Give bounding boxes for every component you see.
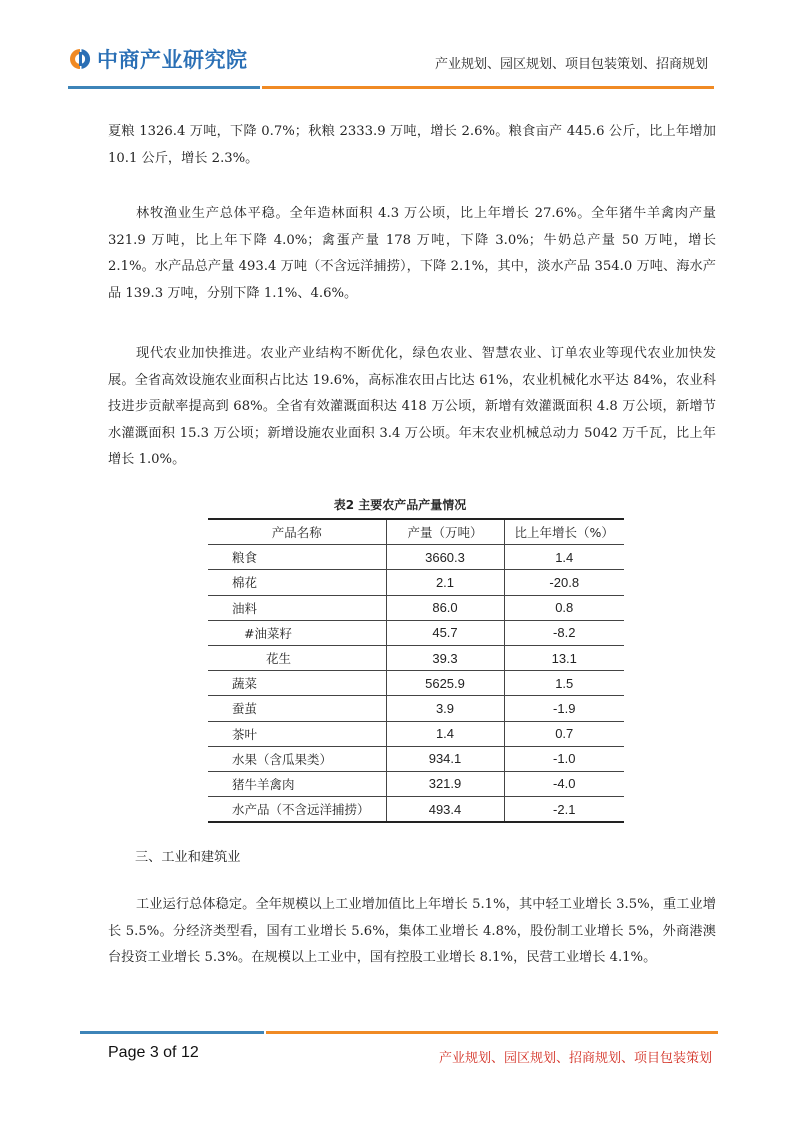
cell-output: 5625.9 bbox=[386, 671, 504, 696]
cell-output: 39.3 bbox=[386, 645, 504, 670]
cell-name: 油料 bbox=[208, 595, 386, 620]
cell-output: 45.7 bbox=[386, 620, 504, 645]
agri-output-table bbox=[208, 518, 624, 823]
logo-icon bbox=[68, 47, 92, 71]
cell-growth: 0.7 bbox=[504, 721, 624, 746]
table-row bbox=[208, 797, 624, 823]
footer-rule-orange bbox=[266, 1031, 718, 1034]
cell-output: 86.0 bbox=[386, 595, 504, 620]
table-row bbox=[208, 721, 624, 746]
cell-output: 934.1 bbox=[386, 746, 504, 771]
cell-growth: -4.0 bbox=[504, 771, 624, 796]
table-row bbox=[208, 545, 624, 570]
table-row bbox=[208, 645, 624, 670]
table-title: 表2 主要农产品产量情况 bbox=[333, 498, 467, 512]
cell-output: 321.9 bbox=[386, 771, 504, 796]
paragraph-modern-agriculture: 现代农业加快推进。农业产业结构不断优化，绿色农业、智慧农业、订单农业等现代农业加快发展。全省高效设施农业面积占比达 19.6%，高标准农田占比达 61%，农业机械化水平达 84%，农业科技进步贡献率提高到 68%。全省有效灌溉面积达 418 万公顷，新增有效灌溉面积 4.8 万公顷，新增节水灌溉面积 15.3 万公顷；新增设施农业面积 3.4 万公顷。年末农业机械总动力 5042 万千瓦，比上年增长 1.0%。 bbox=[108, 346, 716, 467]
page-number: Page 3 of 12 bbox=[108, 1044, 199, 1061]
header-growth: 比上年增长（%） bbox=[504, 519, 624, 545]
cell-name: 花生 bbox=[208, 645, 386, 670]
table-row bbox=[208, 696, 624, 721]
paragraph-grain-output: 夏粮 1326.4 万吨，下降 0.7%；秋粮 2333.9 万吨，增长 2.6%。粮食亩产 445.6 公斤，比上年增加 10.1 公斤，增长 2.3%。 bbox=[108, 124, 716, 166]
header-rule-orange bbox=[262, 86, 714, 89]
cell-name: 猪牛羊禽肉 bbox=[208, 771, 386, 796]
cell-output: 493.4 bbox=[386, 797, 504, 823]
cell-name: 蔬菜 bbox=[208, 671, 386, 696]
table-row bbox=[208, 595, 624, 620]
table-row bbox=[208, 620, 624, 645]
table-row bbox=[208, 671, 624, 696]
header-product-name: 产品名称 bbox=[208, 519, 386, 545]
cell-output: 3660.3 bbox=[386, 545, 504, 570]
header-output: 产量（万吨） bbox=[386, 519, 504, 545]
cell-name: 粮食 bbox=[208, 545, 386, 570]
cell-growth: -1.0 bbox=[504, 746, 624, 771]
cell-name: 蚕茧 bbox=[208, 696, 386, 721]
cell-name: 茶叶 bbox=[208, 721, 386, 746]
cell-growth: 1.5 bbox=[504, 671, 624, 696]
cell-name: 水果（含瓜果类） bbox=[208, 746, 386, 771]
footer-tagline: 产业规划、园区规划、招商规划、项目包装策划 bbox=[438, 1051, 712, 1066]
company-logo bbox=[68, 44, 248, 74]
table-row bbox=[208, 746, 624, 771]
section-heading: 三、工业和建筑业 bbox=[135, 850, 241, 865]
table-header-row bbox=[208, 519, 624, 545]
cell-growth: 1.4 bbox=[504, 545, 624, 570]
cell-output: 3.9 bbox=[386, 696, 504, 721]
paragraph-industry: 工业运行总体稳定。全年规模以上工业增加值比上年增长 5.1%，其中轻工业增长 3.5%，重工业增长 5.5%。分经济类型看，国有工业增长 5.6%，集体工业增长 4.8%，股份制工业增长 5%，外商港澳台投资工业增长 5.3%。在规模以上工业中，国有控股工业增长 8.1%，民营工业增长 4.1%。 bbox=[108, 897, 716, 965]
footer-rule-blue bbox=[80, 1031, 264, 1034]
logo-text: 中商产业研究院 bbox=[97, 48, 248, 72]
cell-output: 1.4 bbox=[386, 721, 504, 746]
cell-name: 水产品（不含远洋捕捞） bbox=[208, 797, 386, 823]
cell-growth: -2.1 bbox=[504, 797, 624, 823]
table-row bbox=[208, 771, 624, 796]
table-row bbox=[208, 570, 624, 595]
cell-growth: -20.8 bbox=[504, 570, 624, 595]
cell-growth: -1.9 bbox=[504, 696, 624, 721]
header-tagline: 产业规划、园区规划、项目包装策划、招商规划 bbox=[434, 57, 708, 72]
cell-growth: 13.1 bbox=[504, 645, 624, 670]
cell-name: 棉花 bbox=[208, 570, 386, 595]
cell-growth: -8.2 bbox=[504, 620, 624, 645]
cell-name: #油菜籽 bbox=[208, 620, 386, 645]
header-rule-blue bbox=[68, 86, 260, 89]
page-header bbox=[0, 0, 800, 100]
cell-growth: 0.8 bbox=[504, 595, 624, 620]
cell-output: 2.1 bbox=[386, 570, 504, 595]
paragraph-forestry-fishery: 林牧渔业生产总体平稳。全年造林面积 4.3 万公顷，比上年增长 27.6%。全年猪牛羊禽肉产量 321.9 万吨，比上年下降 4.0%；禽蛋产量 178 万吨，下降 3.0%；牛奶总产量 50 万吨，增长 2.1%。水产品总产量 493.4 万吨（不含远洋捕捞），下降 2.1%，其中，淡水产品 354.0 万吨、海水产品 139.3 万吨，分别下降 1.1%、4.6%。 bbox=[108, 206, 716, 301]
